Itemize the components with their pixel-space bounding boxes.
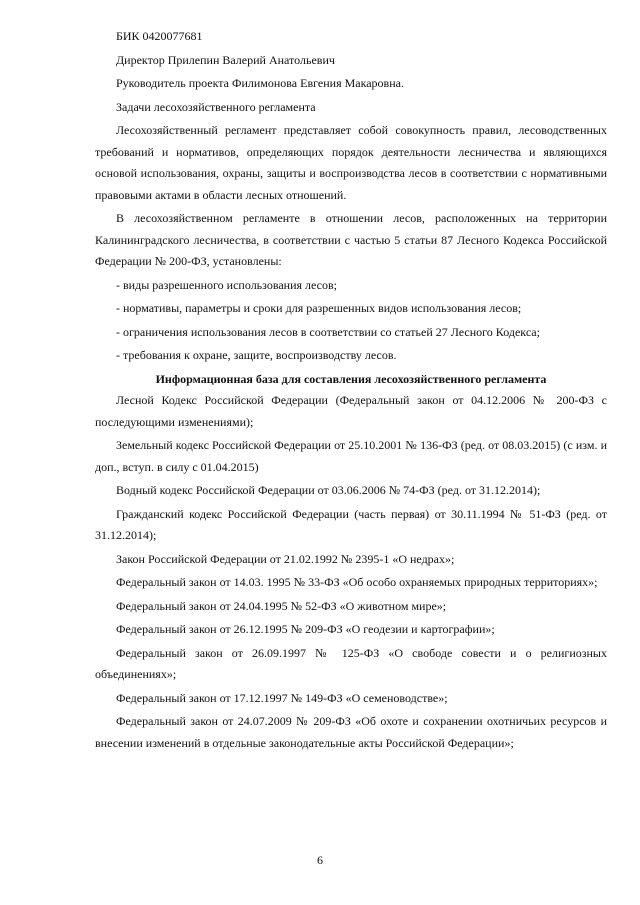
reference-item: Федеральный закон от 26.12.1995 № 209-ФЗ «О геодезии и картографии»; xyxy=(116,622,495,636)
bullet-item: - требования к охране, защите, воспроизводству лесов. xyxy=(116,348,397,362)
intro-paragraph: В лесохозяйственном регламенте в отношении лесов, расположенных на территории Калининградского лесничества, в соответствии с частью 5 статьи 87 Лесного Кодекса Российской Федерации № 200-ФЗ, установлены: xyxy=(95,211,607,268)
reference-item: Гражданский кодекс Российской Федерации (часть первая) от 30.11.1994 № 51-ФЗ (ред. от 31.12.2014); xyxy=(95,506,607,542)
document-body xyxy=(95,26,607,756)
intro-paragraph: Лесохозяйственный регламент представляет собой совокупность правил, лесоводственных требований и нормативов, определяющих порядок деятельности лесничества и являющихся основой использования, охраны, защиты и воспроизводства лесов в соответствии с нормативными правовыми актами в области лесных отношений. xyxy=(95,123,607,202)
header-line-director: Директор Прилепин Валерий Анатольевич xyxy=(116,52,335,67)
reference-item: Закон Российской Федерации от 21.02.1992 № 2395-1 «О недрах»; xyxy=(116,551,455,566)
reference-item: Земельный кодекс Российской Федерации от 25.10.2001 № 136-ФЗ (ред. от 08.03.2015) (с изм. и доп., вступ. в силу с 01.04.2015) xyxy=(95,438,607,474)
section-heading: Информационная база для составления лесохозяйственного регламента xyxy=(155,371,547,386)
reference-item: Федеральный закон от 14.03. 1995 № 33-ФЗ «Об особо охраняемых природных территориях»; xyxy=(116,575,598,589)
reference-item: Федеральный закон от 26.09.1997 № 125-ФЗ «О свободе совести и о религиозных объединениях»; xyxy=(95,645,607,681)
header-line-bik: БИК 0420077681 xyxy=(116,29,203,43)
reference-item: Лесной Кодекс Российской Федерации (Федеральный закон от 04.12.2006 № 200-ФЗ с последующими изменениями); xyxy=(95,393,607,429)
reference-item: Федеральный закон от 24.07.2009 № 209-ФЗ «Об охоте и сохранении охотничьих ресурсов и внесении изменений в отдельные законодательные акты Российской Федерации»; xyxy=(95,714,607,750)
reference-item: Водный кодекс Российской Федерации от 03.06.2006 № 74-ФЗ (ред. от 31.12.2014); xyxy=(116,483,541,497)
reference-item: Федеральный закон от 17.12.1997 № 149-ФЗ «О семеноводстве»; xyxy=(116,690,448,705)
bullet-item: - нормативы, параметры и сроки для разрешенных видов использования лесов; xyxy=(116,301,522,315)
header-line-tasks-title: Задачи лесохозяйственного регламента xyxy=(116,99,316,114)
bullet-item: - виды разрешенного использования лесов; xyxy=(116,277,337,292)
bullet-item: - ограничения использования лесов в соответствии со статьей 27 Лесного Кодекса; xyxy=(116,324,540,339)
header-line-project-lead: Руководитель проекта Филимонова Евгения Макаровна. xyxy=(116,76,404,90)
page-number: 6 xyxy=(317,853,323,867)
reference-item: Федеральный закон от 24.04.1995 № 52-ФЗ «О животном мире»; xyxy=(116,598,447,613)
